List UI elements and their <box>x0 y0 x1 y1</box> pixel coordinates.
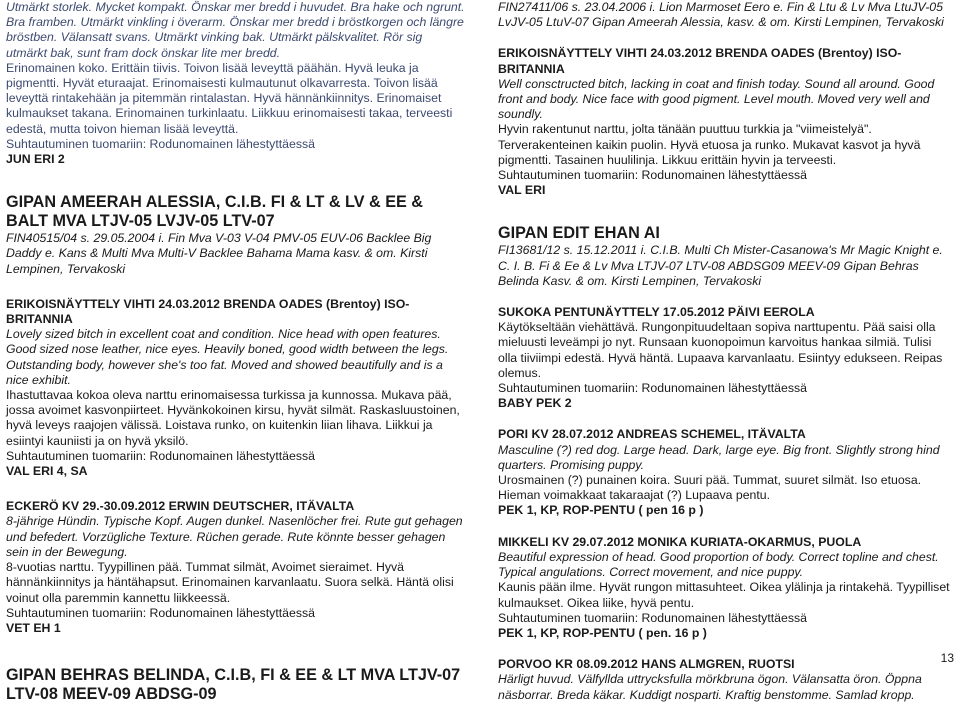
show-result: VET EH 1 <box>6 620 61 635</box>
critique-swedish: Härligt huvud. Välfyllda uttrycksfulla mörkbruna ögon. Välansatta öron. Öppna näsborrar. Breda käkar. Kuddigt nosparti. Kraftig benstomme. Samlad kropp. <box>498 672 922 702</box>
show-result: BABY PEK 2 <box>498 396 572 411</box>
judge-attitude: Suhtautuminen tuomariin: Rodunomainen lähestyttäessä <box>498 381 807 396</box>
show-result: VAL ERI <box>498 183 546 198</box>
critique-english: Masculine (?) red dog. Large head. Dark, large eye. Big front. Slightly strong hind quarters. Promising puppy. <box>498 442 940 472</box>
dog-title: GIPAN AMEERAH ALESSIA, C.I.B. FI & LT & LV & EE & BALT MVA LTJV-05 LVJV-05 LTV-07 <box>6 193 423 231</box>
dog-pedigree: FIN27411/06 s. 23.04.2006 i. Lion Marmoset Eero e. Fin & Ltu & Lv Mva LtuJV-05 LvJV-05 LtuV-07 Gipan Ameerah Alessia, kasv. & om. Kirsti Lempinen, Tervakoski <box>498 0 944 30</box>
critique-english: Well consctructed bitch, lacking in coat and finish today. Sound all around. Good front and body. Nice face with good pigment. Level mouth. Moved very well and soundly. <box>498 76 935 122</box>
critique-english: Beautiful expression of head. Good proportion of body. Correct topline and chest. Typical angulations. Correct movement, and nice puppy. <box>498 549 939 580</box>
critique-finnish: Kaunis pään ilme. Hyvät rungon mittasuhteet. Oikea ylälinja ja rintakehä. Tyypilliset kulmaukset. Oikea liike, hyvä pentu. <box>498 580 950 610</box>
dog-pedigree: FI13681/12 s. 15.12.2011 i. C.I.B. Multi Ch Mister-Casanowa's Mr Magic Knight e. C. I. B. Fi & Ee & Lv Mva LTJV-07 LTV-08 ABDSG09 MEEV-09 Gipan Behras Belinda Kasv. & om. Kirsti Lempinen, Tervakoski <box>498 243 943 288</box>
judge-attitude: Suhtautuminen tuomariin: Rodunomainen lähestyttäessä <box>6 136 315 151</box>
show-heading: ERIKOISNÄYTTELY VIHTI 24.03.2012 BRENDA OADES (Brentoy) ISO-BRITANNIA <box>6 296 410 327</box>
critique-finnish: Ihastuttavaa kokoa oleva narttu erinomaisessa turkissa ja kunnossa. Mukava pää, jossa avoimet kasvonpiirteet. Hyvänkokoinen kirsu, hyvät silmät. Raskasluustoinen, hyvä leveys raajojen välissä. Loistava runko, on kuitenkin liian lihava. Liikkui ja esiintyi kauniisti ja on hyvä yksilö. <box>6 388 460 448</box>
judge-attitude: Suhtautuminen tuomariin: Rodunomainen lähestyttäessä <box>6 448 315 463</box>
show-result: VAL ERI 4, SA <box>6 464 88 479</box>
judge-attitude: Suhtautuminen tuomariin: Rodunomainen lähestyttäessä <box>498 168 807 183</box>
show-result: JUN ERI 2 <box>6 152 65 167</box>
show-result: PEK 1, KP, ROP-PENTU ( pen. 16 p ) <box>498 625 707 640</box>
judge-attitude: Suhtautuminen tuomariin: Rodunomainen lähestyttäessä <box>498 610 807 625</box>
critique-finnish: Erinomainen koko. Erittäin tiivis. Toivon lisää leveyttä päähän. Hyvä leuka ja pigmentti. Hyvät eturaajat. Erinomaisesti kulmautunut olkavarresta. Toivon lisää leveyttä rintakehään ja pitemmän rintalastan. Hyvä hännänkiinnitys. Erinomaiset kulmaukset takana. Erinomainen turkinlaatu. Liikkuu erinomaisesti takaa, terveesti edestä, mutta toivon hieman lisää leveyttä. <box>6 60 453 136</box>
show-heading: MIKKELI KV 29.07.2012 MONIKA KURIATA-OKARMUS, PUOLA <box>498 534 862 549</box>
dog-title: GIPAN EDIT EHAN AI <box>498 224 660 243</box>
critique-finnish: Urosmainen (?) punainen koira. Suuri pää. Tummat, suuret silmät. Iso etuosa. Hieman voimakkaat takaraajat (?) Lupaava pentu. <box>498 473 922 503</box>
critique-finnish: 8-vuotias narttu. Tyypillinen pää. Tummat silmät, Avoimet sieraimet. Hyvä hännänkiinnitys ja häntähapsut. Erinomainen karvanlaatu. Suora selkä. Häntä olisi voinut olla paremmin kannettu liikkeessä. <box>6 560 454 605</box>
critique-english: Lovely sized bitch in excellent coat and condition. Nice head with open features. Good sized nose leather, nice eyes. Heavily boned, good width between the legs. Outstanding body, however she's too fat. Moved and showed beautifully and is a nice exhibit. <box>6 327 449 387</box>
show-result: PEK 1, KP, ROP-PENTU ( pen 16 p ) <box>498 503 704 518</box>
left-column <box>6 0 466 704</box>
show-heading: PORI KV 28.07.2012 ANDREAS SCHEMEL, ITÄVALTA <box>498 427 806 442</box>
dog-pedigree: FIN40515/04 s. 29.05.2004 i. Fin Mva V-03 V-04 PMV-05 EUV-06 Backlee Big Daddy e. Kans & Multi Mva Multi-V Backlee Bahama Mama kasv. & om. Kirsti Lempinen, Tervakoski <box>6 231 432 276</box>
dog-title: GIPAN BEHRAS BELINDA, C.I.B, FI & EE & LT MVA LTJV-07 LTV-08 MEEV-09 ABDSG-09 <box>6 666 461 704</box>
show-heading: SUKOKA PENTUNÄYTTELY 17.05.2012 PÄIVI EEROLA <box>498 305 815 320</box>
page-number: 13 <box>940 650 954 665</box>
show-heading: ERIKOISNÄYTTELY VIHTI 24.03.2012 BRENDA OADES (Brentoy) ISO-BRITANNIA <box>498 46 902 76</box>
show-heading: PORVOO KR 08.09.2012 HANS ALMGREN, RUOTSI <box>498 657 795 672</box>
show-heading: ECKERÖ KV 29.-30.09.2012 ERWIN DEUTSCHER, ITÄVALTA <box>6 499 355 514</box>
critique-finnish: Käytökseltään viehättävä. Rungonpituudeltaan sopiva narttupentu. Pää saisi olla mieluusti leveämpi jo nyt. Runsaan kuonopoimun karvoitus hankaa silmiä. Tulisi olla tiiviimpi edestä. Hyvä häntä. Lupaava karvanlaatu. Esiintyy edukseen. Reipas olemus. <box>498 320 943 380</box>
right-column <box>498 0 953 703</box>
critique-german: 8-jährige Hündin. Typische Kopf. Augen dunkel. Nasenlöcher frei. Rute gut gehagen und befedert. Vorzügliche Texture. Rüchen gerade. Rute könnte besser gehagen sein in der Bewegung. <box>6 514 463 559</box>
critique-finnish: Hyvin rakentunut narttu, jolta tänään puuttuu turkkia ja "viimeistelyä". Terverakenteinen kaikin puolin. Hyvä etuosa ja runko. Mukavat kasvot ja hyvä pigmentti. Tasainen huulilinja. Likkuu erittäin hyvin ja terveesti. <box>498 122 921 167</box>
judge-attitude: Suhtautuminen tuomariin: Rodunomainen lähestyttäessä <box>6 605 315 620</box>
critique-swedish: Utmärkt storlek. Mycket kompakt. Önskar mer bredd i huvudet. Bra hake och ngrunt. Bra framben. Utmärkt vinkling i överarm. Önskar mer bredd i bröstkorgen och längre bröstben. Välansatt svans. Utmärkt vinking bak. Utmärkt pälskvalitet. Rör sig utmärkt bak, sunt fram dock önskar lite mer bredd. <box>6 0 465 60</box>
